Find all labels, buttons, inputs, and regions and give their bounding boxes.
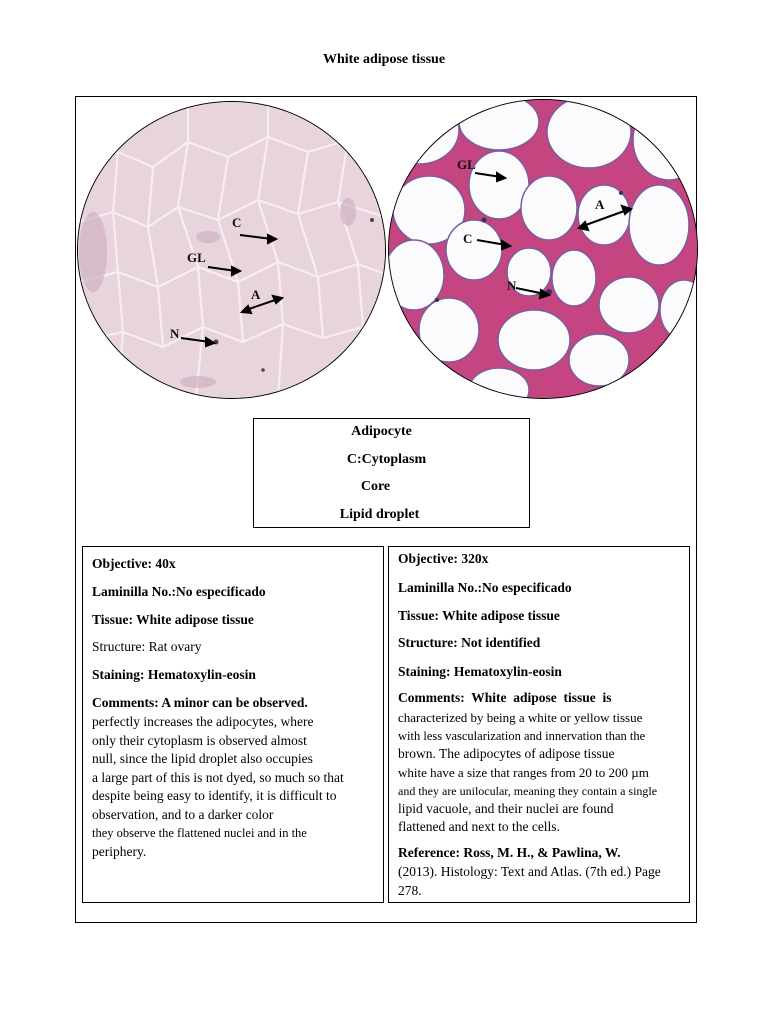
label-nucleus-left: N xyxy=(170,326,180,341)
comment-line: only their cytoplasm is observed almost xyxy=(92,732,307,748)
comments-left xyxy=(92,713,379,861)
comment-line: characterized by being a white or yellow tissue xyxy=(398,710,643,725)
reference-lead: Reference: Ross, M. H., & Pawlina, W. xyxy=(398,845,621,860)
structure-right: Structure: Not identified xyxy=(398,635,541,650)
legend-cytoplasm: C:Cytoplasm xyxy=(346,452,427,467)
comment-line: periphery. xyxy=(92,843,147,859)
objective-320x: Objective: 320x xyxy=(398,551,489,566)
comments-right xyxy=(398,709,685,836)
label-lipid-droplet-left: GL xyxy=(187,250,206,265)
reference-body xyxy=(398,863,685,900)
staining-right: Staining: Hematoxylin-eosin xyxy=(398,664,562,679)
label-cytoplasm-left: C xyxy=(232,215,242,230)
comments-lead-left: Comments: A minor can be observed. xyxy=(92,695,308,710)
reference-line: 278. xyxy=(398,882,422,898)
comment-line: brown. The adipocytes of adipose tissue xyxy=(398,746,615,762)
legend-adipocyte: Adipocyte xyxy=(351,424,412,439)
label-adipocyte-right: A xyxy=(595,197,605,212)
staining-left: Staining: Hematoxylin-eosin xyxy=(92,667,256,682)
objective-40x: Objective: 40x xyxy=(92,556,176,571)
label-lipid-droplet-right: GL xyxy=(457,157,476,172)
comment-line: null, since the lipid droplet also occupies xyxy=(92,751,313,766)
reference-line: (2013). Histology: Text and Atlas. (7th ed.) Page xyxy=(398,864,661,879)
micrograph-320x xyxy=(388,99,698,399)
page-title: White adipose tissue xyxy=(322,52,446,67)
label-adipocyte-left: A xyxy=(251,287,261,302)
legend-core: Core xyxy=(360,479,391,494)
info-panel-40x xyxy=(82,546,384,903)
comment-line: they observe the flattened nuclei and in the xyxy=(92,826,307,840)
tissue-right: Tissue: White adipose tissue xyxy=(398,608,560,623)
laminilla-right: Laminilla No.:No especificado xyxy=(398,580,572,595)
comment-line: a large part of this is not dyed, so much so that xyxy=(92,769,344,785)
tissue-left: Tissue: White adipose tissue xyxy=(92,612,254,627)
label-cytoplasm-right: C xyxy=(463,231,473,246)
comment-line: observation, and to a darker color xyxy=(92,806,274,822)
info-panel-320x xyxy=(388,546,690,903)
micrograph-40x-image xyxy=(78,102,385,398)
comment-line: and they are unilocular, meaning they contain a single xyxy=(398,783,658,798)
comment-line: flattened and next to the cells. xyxy=(398,819,560,835)
legend-lipid-droplet: Lipid droplet xyxy=(339,507,420,522)
comment-line: despite being easy to identify, it is difficult to xyxy=(92,788,337,803)
micrograph-320x-image xyxy=(389,100,697,398)
legend-box xyxy=(253,418,530,528)
comment-line: perfectly increases the adipocytes, where xyxy=(92,714,314,729)
comments-lead-right: Comments: White adipose tissue is xyxy=(398,690,612,705)
micrograph-40x xyxy=(77,101,386,399)
laminilla-left: Laminilla No.:No especificado xyxy=(92,584,266,599)
comment-line: lipid vacuole, and their nuclei are found xyxy=(398,801,614,817)
label-nucleus-right: N xyxy=(507,278,517,293)
comment-line: with less vascularization and innervation than the xyxy=(398,729,646,744)
structure-left: Structure: Rat ovary xyxy=(92,639,202,654)
comment-line: white have a size that ranges from 20 to 200 µm xyxy=(398,764,649,780)
